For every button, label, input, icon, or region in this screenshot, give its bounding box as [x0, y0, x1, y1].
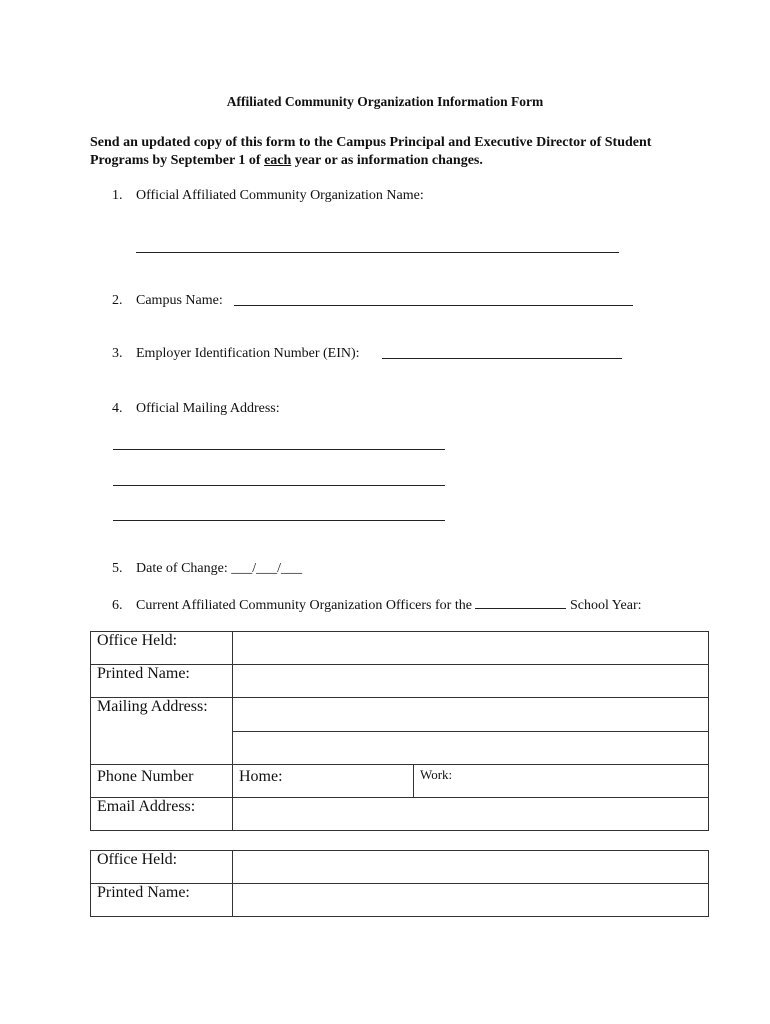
- officer-table-2: [90, 850, 709, 917]
- form-title: Affiliated Community Organization Information Form: [226, 94, 544, 109]
- item-date-of-change: [112, 561, 302, 577]
- item-number: 1.: [112, 188, 123, 203]
- home-phone-field[interactable]: [233, 765, 414, 798]
- item-label: Employer Identification Number (EIN):: [136, 346, 360, 361]
- mailing-address-field-1[interactable]: [233, 698, 709, 732]
- mailing-address-field-2[interactable]: [233, 732, 709, 765]
- item-label: Campus Name:: [136, 293, 223, 308]
- item-org-name: [112, 188, 424, 204]
- mailing-address-line-3[interactable]: [113, 520, 445, 521]
- mailing-address-label: Mailing Address:: [91, 698, 233, 765]
- printed-name-label: Printed Name:: [91, 665, 233, 698]
- instructions-emphasis: each: [264, 153, 292, 168]
- email-address-field[interactable]: [233, 798, 709, 831]
- item-mailing-address: [112, 401, 280, 417]
- office-held-label: Office Held:: [91, 851, 233, 884]
- email-address-label: Email Address:: [91, 798, 233, 831]
- item-label: Official Affiliated Community Organization Name:: [136, 188, 424, 203]
- item-label: Official Mailing Address:: [136, 401, 280, 416]
- campus-name-field[interactable]: [234, 305, 633, 306]
- instructions: [90, 134, 690, 170]
- item-officers: [112, 596, 642, 614]
- ein-field[interactable]: [382, 358, 622, 359]
- item-label: Current Affiliated Community Organization Officers for the: [136, 598, 472, 613]
- school-year-field[interactable]: [475, 596, 566, 609]
- item-label: Date of Change:: [136, 561, 228, 576]
- item-ein: [112, 346, 360, 362]
- printed-name-field[interactable]: [233, 884, 709, 917]
- printed-name-field[interactable]: [233, 665, 709, 698]
- item-number: 3.: [112, 346, 123, 361]
- item-number: 5.: [112, 561, 123, 576]
- instructions-part-1: Send an updated copy of this form to the Campus Principal and Executive Director of Student Programs by September 1 of: [90, 135, 652, 168]
- phone-number-label: Phone Number: [91, 765, 233, 798]
- work-phone-field[interactable]: [414, 765, 709, 798]
- item-number: 2.: [112, 293, 123, 308]
- work-label: Work:: [420, 767, 453, 782]
- mailing-address-line-2[interactable]: [113, 485, 445, 486]
- mailing-address-line-1[interactable]: [113, 449, 445, 450]
- org-name-field[interactable]: [136, 252, 619, 253]
- office-held-label: Office Held:: [91, 632, 233, 665]
- instructions-part-2: year or as information changes.: [291, 153, 483, 168]
- date-of-change-field[interactable]: ___/___/___: [231, 561, 303, 576]
- officer-table-1: [90, 631, 709, 831]
- office-held-field[interactable]: [233, 851, 709, 884]
- home-label: Home:: [239, 768, 283, 785]
- item-suffix: School Year:: [569, 598, 642, 613]
- printed-name-label: Printed Name:: [91, 884, 233, 917]
- item-number: 6.: [112, 598, 123, 613]
- office-held-field[interactable]: [233, 632, 709, 665]
- item-number: 4.: [112, 401, 123, 416]
- item-campus-name: [112, 293, 223, 309]
